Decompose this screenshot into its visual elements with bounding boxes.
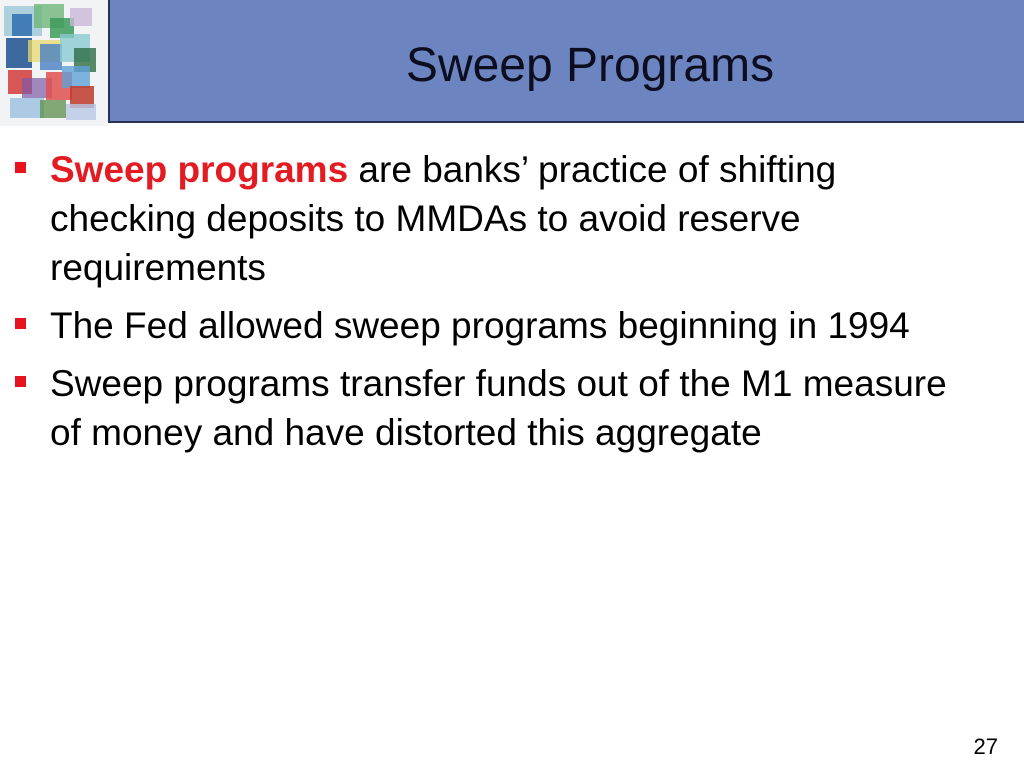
bullet-text: are banks’ practice of shifting checking deposits to MMDAs to avoid reserve requirements [50,149,837,288]
bullet-item [12,301,982,350]
logo-graphic [0,0,108,126]
square-bullet-icon [15,376,26,387]
bullet-text: The Fed allowed sweep programs beginning in 1994 [50,305,910,346]
slide-title: Sweep Programs [405,39,775,92]
bullet-highlight: Sweep programs [50,149,349,190]
abstract-collage-logo [0,0,108,126]
square-bullet-icon [15,162,26,173]
bullet-item [12,359,982,457]
bullet-item [12,145,982,292]
page-number: 27 [973,734,998,759]
bullet-list [12,145,982,466]
bullet-text: Sweep programs transfer funds out of the M1 measure of money and have distorted this aggregate [50,363,947,453]
square-bullet-icon [15,318,26,329]
